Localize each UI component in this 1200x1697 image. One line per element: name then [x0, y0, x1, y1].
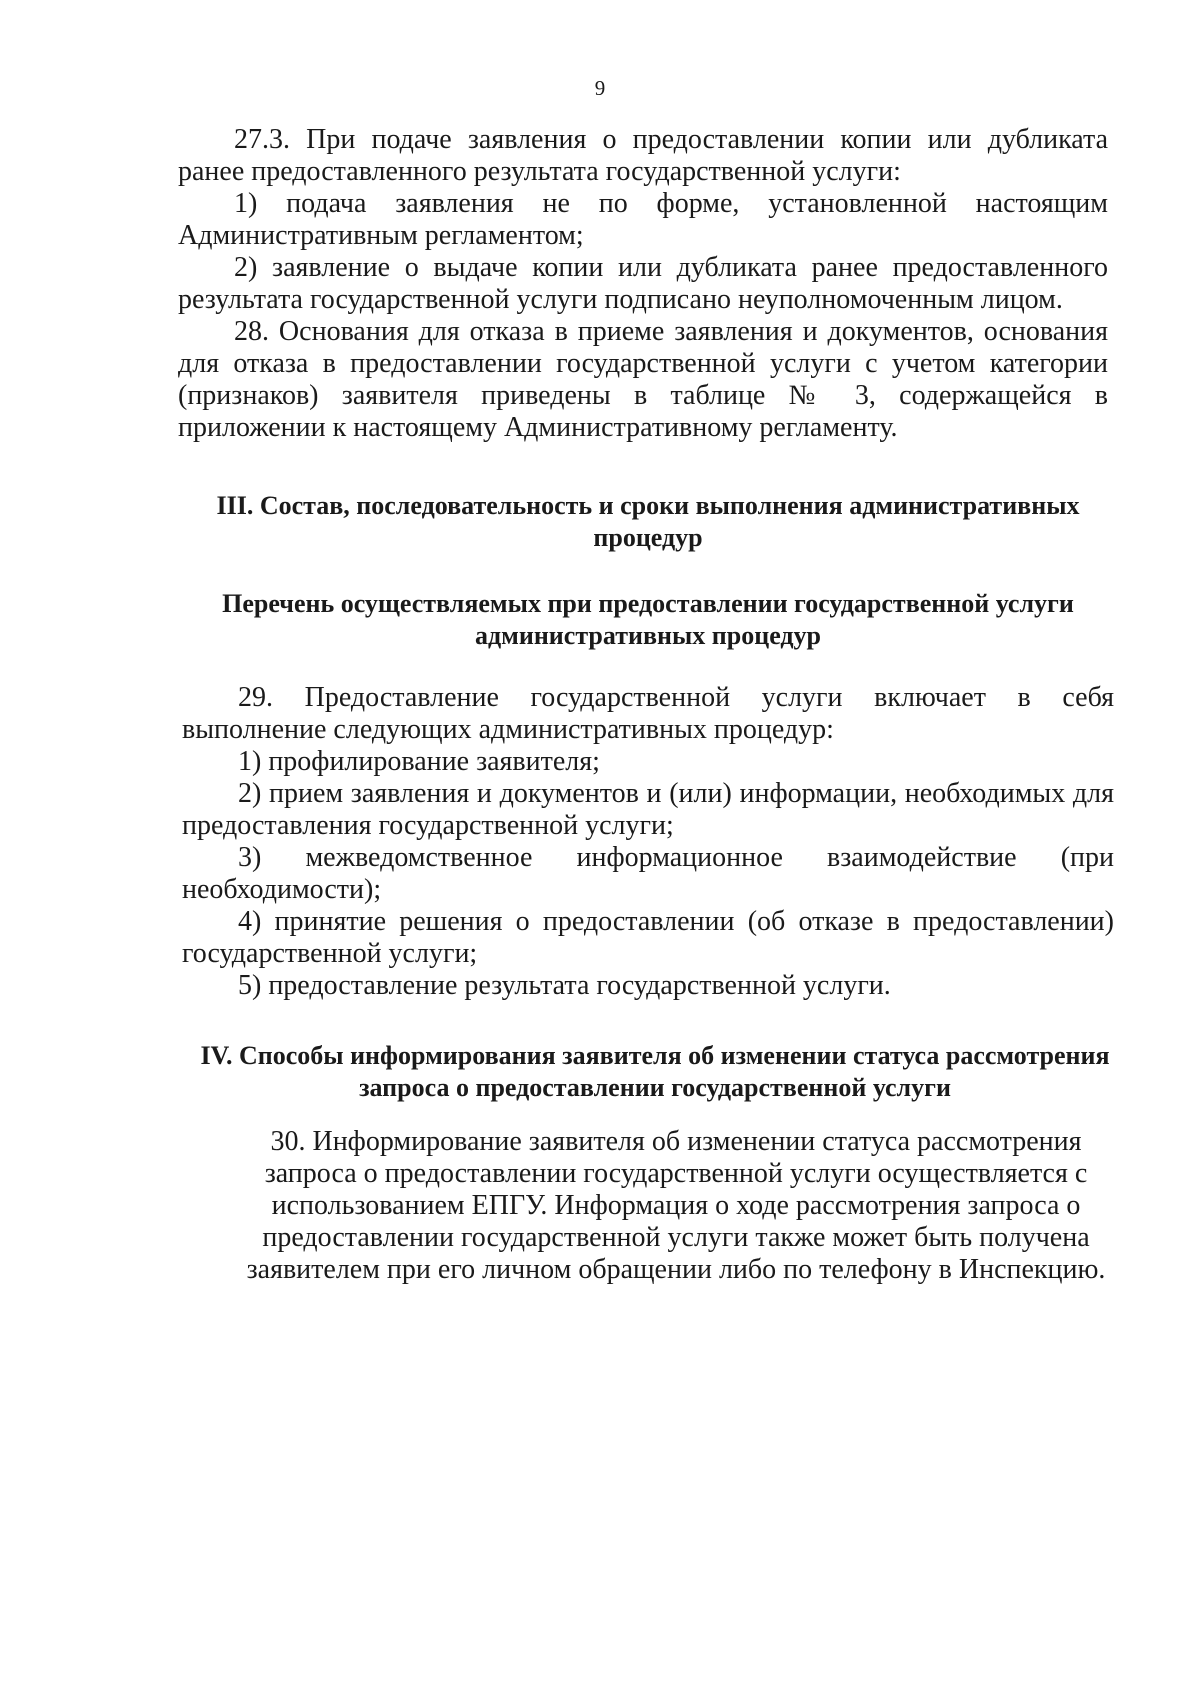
list-item: 4) принятие решения о предоставлении (об отказе в предоставлении) государственной услуги; [182, 906, 1114, 969]
paragraphs-mid [182, 682, 1114, 1002]
section-4-heading-block [190, 1040, 1120, 1104]
paragraph-30: 30. Информирование заявителя об изменении статуса рассмотрения запроса о предоставлении государственной услуги осуществляется с использованием ЕПГУ. Информация о ходе рассмотрения запроса о предоставлении государственной услуги также может быть получена заявителем при его личном обращении либо по телефону в Инспекцию. [246, 1126, 1106, 1285]
section-3-subheading-block [198, 588, 1098, 652]
section-3-heading-block [198, 490, 1098, 554]
list-item: 5) предоставление результата государственной услуги. [238, 970, 891, 1001]
section-3-heading: III. Состав, последовательность и сроки выполнения административных процедур [216, 491, 1080, 552]
list-item: 3) межведомственное информационное взаимодействие (при необходимости); [182, 842, 1114, 905]
paragraph-28: 28. Основания для отказа в приеме заявления и документов, основания для отказа в предоставлении государственной услуги с учетом категории (признаков) заявителя приведены в таблице № 3, содержащейся в приложении к настоящему Административному регламенту. [178, 316, 1108, 443]
list-item: 1) профилирование заявителя; [238, 746, 600, 777]
paragraphs-top [178, 124, 1108, 444]
list-item: 1) подача заявления не по форме, установленной настоящим Административным регламентом; [178, 188, 1108, 251]
section-4-paragraph-block [236, 1126, 1116, 1286]
paragraph-27-3: 27.3. При подаче заявления о предоставлении копии или дубликата ранее предоставленного результата государственной услуги: [178, 124, 1108, 187]
paragraph-29: 29. Предоставление государственной услуги включает в себя выполнение следующих административных процедур: [182, 682, 1114, 745]
page-number: 9 [594, 76, 606, 100]
list-item: 2) прием заявления и документов и (или) информации, необходимых для предоставления государственной услуги; [182, 778, 1114, 841]
list-item: 2) заявление о выдаче копии или дубликата ранее предоставленного результата государственной услуги подписано неуполномоченным лицом. [178, 252, 1108, 315]
section-4-heading: IV. Способы информирования заявителя об изменении статуса рассмотрения запроса о предоставлении государственной услуги [200, 1041, 1110, 1102]
section-3-subheading: Перечень осуществляемых при предоставлении государственной услуги административных процедур [222, 589, 1074, 650]
